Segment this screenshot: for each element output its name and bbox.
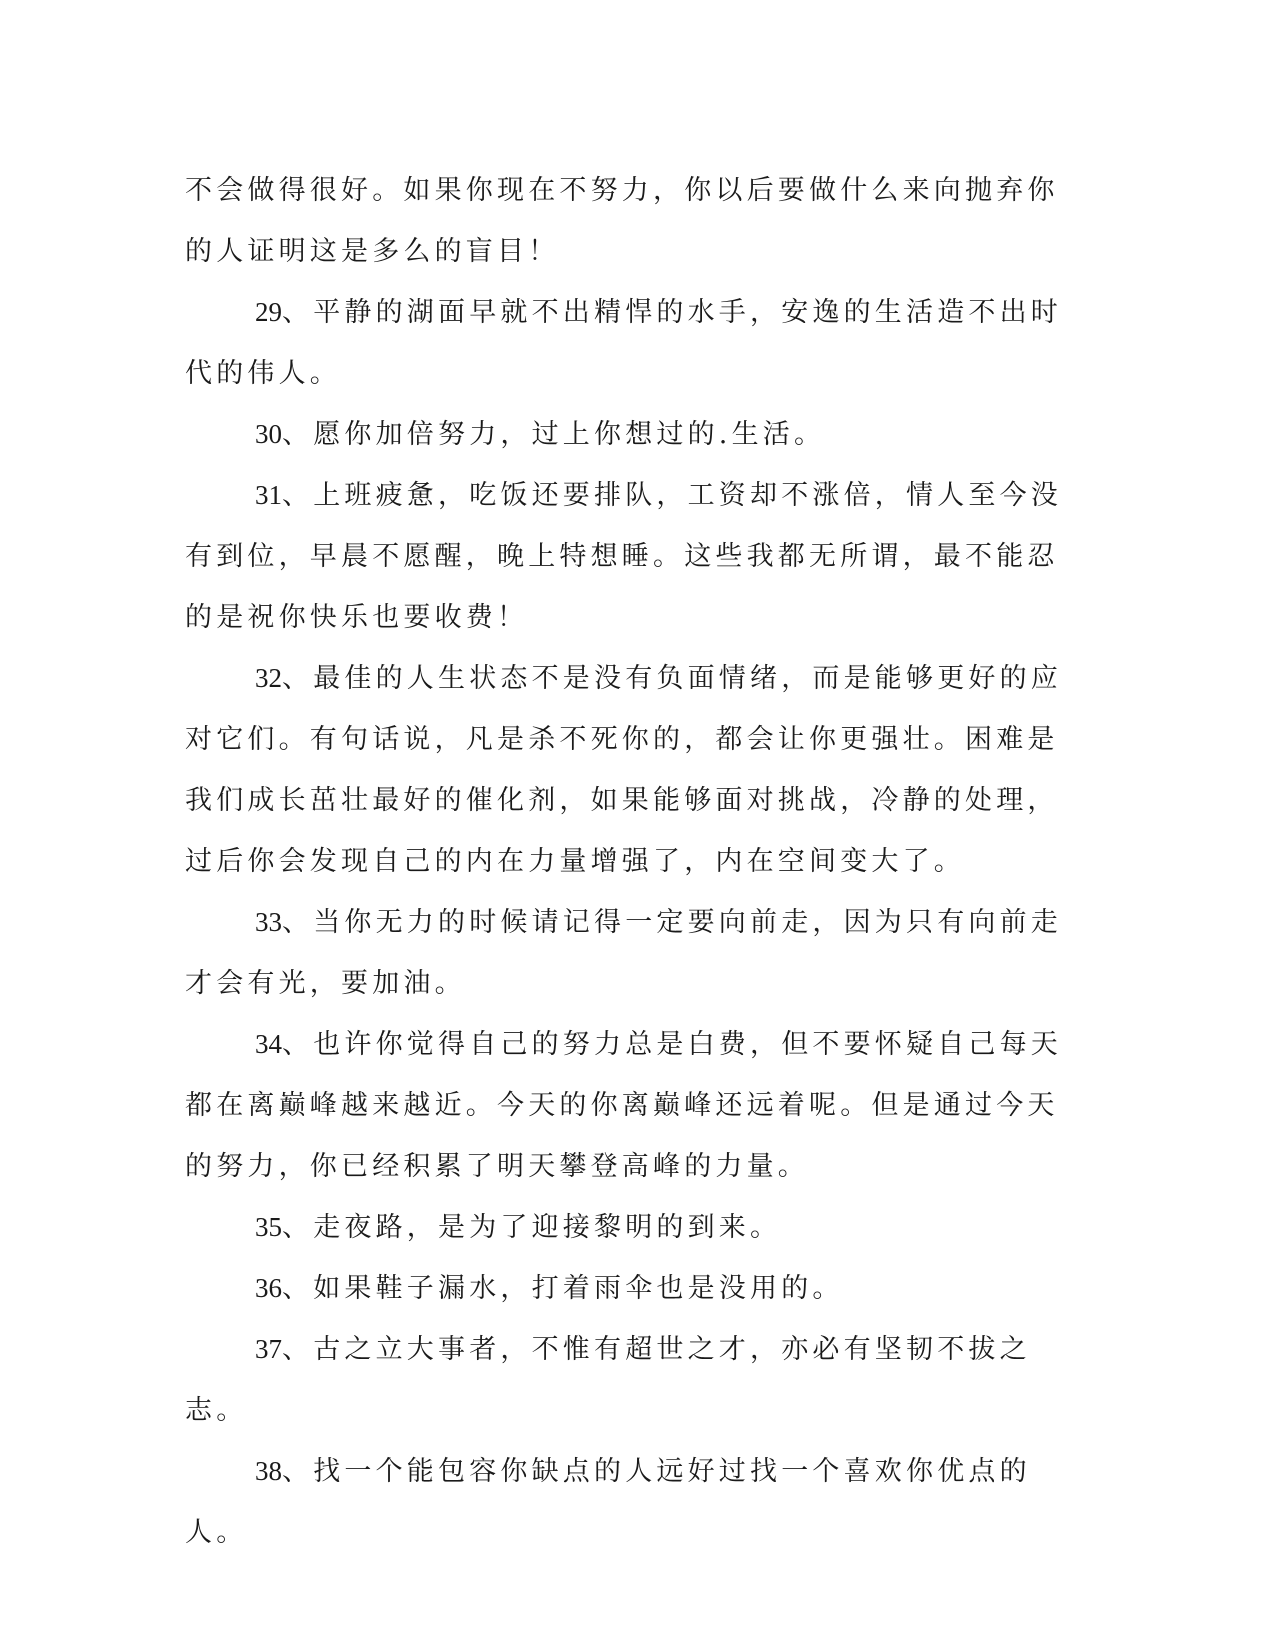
- paragraph-34: [185, 1014, 1065, 1197]
- paragraph-number: 38: [255, 1456, 282, 1486]
- paragraph-35: [185, 1197, 1065, 1258]
- paragraph-text: 、平静的湖面早就不出精悍的水手，安逸的生活造不出时代的伟人。: [185, 297, 1062, 389]
- paragraph-text: 、找一个能包容你缺点的人远好过找一个喜欢你优点的人。: [185, 1456, 1031, 1548]
- paragraph-text: 、愿你加倍努力，过上你想过的.生活。: [282, 419, 826, 450]
- paragraph-text: 、如果鞋子漏水，打着雨伞也是没用的。: [282, 1273, 844, 1304]
- document-body: [185, 160, 1065, 1563]
- paragraph-number: 37: [255, 1334, 282, 1364]
- paragraph-text: 、也许你觉得自己的努力总是白费，但不要怀疑自己每天都在离巅峰越来越近。今天的你离巅峰还远着呢。但是通过今天的努力，你已经积累了明天攀登高峰的力量。: [185, 1029, 1062, 1182]
- paragraph-32: [185, 648, 1065, 892]
- paragraph-29: [185, 282, 1065, 404]
- paragraph-37: [185, 1319, 1065, 1441]
- paragraph-text: 不会做得很好。如果你现在不努力，你以后要做什么来向抛弃你的人证明这是多么的盲目！: [185, 175, 1059, 267]
- paragraph-number: 35: [255, 1212, 282, 1242]
- paragraph-number: 34: [255, 1029, 282, 1059]
- paragraph-33: [185, 892, 1065, 1014]
- paragraph-text: 、古之立大事者，不惟有超世之才，亦必有坚韧不拔之志。: [185, 1334, 1031, 1426]
- paragraph-38: [185, 1441, 1065, 1563]
- paragraph-number: 29: [255, 297, 282, 327]
- paragraph-number: 31: [255, 480, 282, 510]
- paragraph-text: 、走夜路，是为了迎接黎明的到来。: [282, 1212, 782, 1243]
- paragraph-number: 32: [255, 663, 282, 693]
- paragraph-continued: [185, 160, 1065, 282]
- paragraph-number: 36: [255, 1273, 282, 1303]
- paragraph-text: 、上班疲惫，吃饭还要排队，工资却不涨倍，情人至今没有到位，早晨不愿醒，晚上特想睡。这些我都无所谓，最不能忍的是祝你快乐也要收费！: [185, 480, 1062, 633]
- paragraph-number: 33: [255, 907, 282, 937]
- paragraph-36: [185, 1258, 1065, 1319]
- paragraph-30: [185, 404, 1065, 465]
- paragraph-31: [185, 465, 1065, 648]
- paragraph-text: 、最佳的人生状态不是没有负面情绪，而是能够更好的应对它们。有句话说，凡是杀不死你的，都会让你更强壮。困难是我们成长茁壮最好的催化剂，如果能够面对挑战，冷静的处理，过后你会发现自己的内在力量增强了，内在空间变大了。: [185, 663, 1062, 877]
- paragraph-number: 30: [255, 419, 282, 449]
- paragraph-text: 、当你无力的时候请记得一定要向前走，因为只有向前走才会有光，要加油。: [185, 907, 1062, 999]
